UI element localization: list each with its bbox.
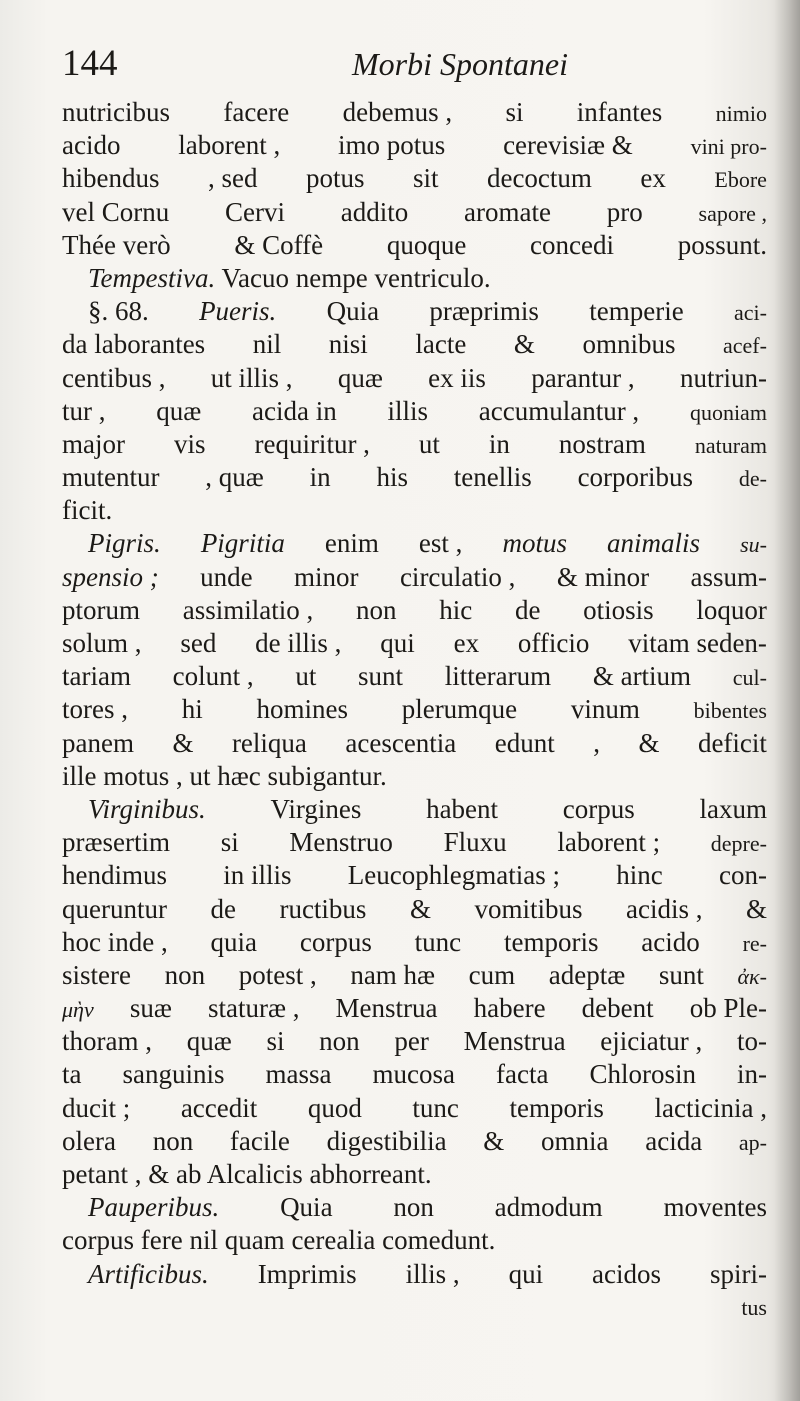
word: non: [164, 959, 206, 990]
word: con-: [719, 860, 767, 891]
italic-word: spensio ;: [62, 561, 159, 592]
text-line: [62, 1158, 767, 1191]
body-text: [62, 96, 767, 1324]
word: homines: [256, 694, 348, 725]
page-number: 144: [62, 43, 118, 84]
word: nil: [182, 1225, 218, 1256]
word: acida: [645, 1125, 703, 1156]
word: & artium: [592, 661, 692, 692]
italic-word: su-: [740, 532, 767, 558]
italic-word: motus: [502, 528, 567, 559]
italic-word: animalis: [607, 528, 701, 559]
word: laborent ;: [557, 827, 661, 858]
word: de: [210, 893, 236, 924]
word: motus ,: [96, 760, 183, 791]
text-line: [62, 1025, 767, 1058]
word: solum ,: [62, 628, 142, 658]
word: circulatio ,: [399, 561, 516, 592]
word: quoque: [386, 229, 467, 260]
word: ructibus: [279, 893, 367, 924]
italic-word: Pigritia: [200, 528, 285, 559]
word: requiritur ,: [254, 428, 370, 459]
word: debemus ,: [342, 97, 453, 127]
text-line: [62, 760, 767, 793]
word: in illis: [223, 860, 292, 891]
text-line: [62, 1125, 767, 1158]
word: aci-: [734, 300, 767, 326]
word: colunt ,: [172, 661, 254, 692]
text-line: [62, 494, 767, 527]
word: quia: [210, 926, 258, 957]
text-line: [62, 727, 767, 760]
word: reliqua: [231, 727, 307, 758]
word: imo potus: [338, 130, 446, 161]
word: assum-: [690, 561, 767, 592]
word: massa: [265, 1059, 332, 1090]
text-line: [62, 229, 767, 262]
word: laxum: [699, 793, 767, 824]
word: ta: [62, 1059, 82, 1090]
word: naturam: [694, 432, 767, 458]
word: in: [488, 428, 510, 459]
word: sit: [412, 163, 439, 194]
word: , sed: [207, 163, 258, 194]
italic-word: μὴν: [62, 997, 94, 1023]
word: minor: [294, 561, 359, 592]
text-line: [62, 660, 767, 693]
word: infantes: [576, 97, 663, 127]
word: nutricibus: [62, 97, 170, 127]
word: moventes: [663, 1192, 767, 1223]
word: fere: [133, 1225, 183, 1256]
word: queruntur: [62, 893, 167, 924]
word: hi: [181, 694, 203, 725]
word: &: [172, 727, 194, 758]
word: ob Ple-: [689, 993, 767, 1024]
word: comedunt.: [375, 1225, 496, 1256]
word: quod: [307, 1092, 362, 1123]
word: temporis: [503, 926, 599, 957]
page-header: [62, 40, 762, 90]
text-line: [62, 859, 767, 892]
word: corpus: [62, 1225, 134, 1256]
word: adeptæ: [548, 959, 626, 990]
word: Virgines: [270, 793, 362, 824]
text-line: [62, 428, 767, 461]
word: tunc: [412, 1092, 459, 1123]
word: ex: [640, 163, 666, 194]
word: sunt: [658, 959, 704, 990]
word: de: [514, 594, 541, 625]
text-line: [62, 1058, 767, 1091]
word: pro: [606, 196, 643, 227]
text-line: [62, 793, 767, 826]
word: sunt: [358, 661, 404, 692]
word: omnibus: [582, 329, 676, 360]
word: quæ: [337, 362, 383, 393]
word: nisi: [328, 329, 368, 360]
text-line: [62, 826, 767, 859]
word: vel Cornu: [62, 196, 170, 227]
word: si: [266, 1026, 285, 1057]
word: habere: [473, 993, 546, 1024]
italic-word: ἀκ-: [737, 963, 767, 989]
italic-word: Pigris.: [88, 528, 161, 559]
word: to-: [736, 1026, 767, 1057]
word: si: [505, 97, 524, 127]
word: habent: [426, 793, 499, 824]
word: hæc: [210, 760, 261, 791]
italic-word: Pueris.: [199, 296, 277, 327]
word: Chlorosin: [589, 1059, 696, 1090]
word: ut: [295, 661, 317, 692]
word: &: [513, 329, 535, 360]
word: cerevisiæ &: [503, 130, 633, 161]
word: sapore ,: [698, 200, 767, 226]
text-line: [62, 527, 767, 560]
italic-word: Artificibus.: [88, 1258, 209, 1289]
word: tur ,: [62, 395, 106, 426]
text-line: [62, 1191, 767, 1224]
word: tariam: [62, 661, 131, 692]
text-line: [62, 926, 767, 959]
word: centibus ,: [62, 362, 166, 393]
word: panem: [62, 727, 134, 758]
text-line: [62, 1258, 767, 1291]
word: ejiciatur ,: [600, 1026, 703, 1057]
word: quoniam: [689, 399, 767, 425]
word: cul-: [732, 665, 767, 691]
word: quæ: [186, 1026, 232, 1057]
word: non: [393, 1192, 434, 1223]
word: aromate: [464, 196, 551, 227]
text-line: [62, 893, 767, 926]
word: acescentia: [345, 727, 457, 758]
word: digestibilia: [326, 1125, 447, 1156]
word: Menstrua: [335, 993, 438, 1024]
word: abhorreant.: [302, 1159, 432, 1189]
word: Menstruo: [289, 827, 393, 858]
word: sanguinis: [122, 1059, 225, 1090]
text-line: [62, 594, 767, 627]
word: potest ,: [238, 959, 317, 990]
running-title: Morbi Spontanei: [352, 46, 568, 82]
word: otiosis: [583, 594, 654, 625]
word: possunt.: [677, 229, 767, 260]
word: in: [309, 462, 331, 493]
word: in-: [736, 1059, 767, 1090]
word: de illis ,: [255, 628, 342, 658]
word: ille: [62, 760, 97, 791]
word: enim: [324, 528, 379, 559]
word: tores ,: [62, 694, 128, 725]
word: Cervi: [225, 196, 286, 227]
word: hendimus: [62, 860, 167, 891]
word: , quæ: [205, 462, 264, 493]
word: petant ,: [62, 1159, 142, 1189]
word: temperie: [589, 296, 684, 327]
text-line: [62, 196, 767, 229]
word: corpus: [562, 793, 635, 824]
word: hic: [439, 594, 473, 625]
word: potus: [305, 163, 365, 194]
word: tus: [741, 1294, 767, 1320]
word: &: [141, 1159, 170, 1189]
word: &: [409, 893, 431, 924]
text-line: [62, 959, 767, 992]
word: vinum: [570, 694, 640, 725]
word: nil: [252, 329, 282, 360]
text-line: [62, 96, 767, 129]
word: Menstrua: [463, 1026, 566, 1057]
word: tenellis: [453, 462, 532, 493]
word: deficit: [697, 727, 767, 758]
word: acida in: [252, 395, 337, 426]
word: non: [319, 1026, 360, 1057]
text-line: [62, 295, 767, 328]
word: nutriun-: [679, 362, 767, 393]
word: edunt: [494, 727, 555, 758]
word: hibendus: [62, 163, 160, 194]
italic-word: Virginibus.: [88, 793, 206, 824]
word: sistere: [62, 959, 131, 990]
word: addito: [340, 196, 409, 227]
text-line: [62, 1224, 767, 1257]
text-line: [62, 162, 767, 195]
word: Ebore: [714, 167, 767, 193]
text-line: [62, 992, 767, 1025]
word: depre-: [710, 831, 767, 857]
word: præsertim: [62, 827, 170, 858]
text-line: [62, 129, 767, 162]
word: Vacuo nempe ventriculo.: [215, 262, 491, 293]
word: laborent ,: [178, 130, 281, 161]
word: est ,: [418, 528, 463, 559]
word: omnia: [541, 1125, 609, 1156]
word: facere: [223, 97, 290, 127]
text-line: [62, 395, 767, 428]
word: hoc inde ,: [62, 926, 168, 957]
word: quam: [217, 1225, 285, 1256]
text-line: [62, 262, 767, 295]
word: spiri-: [709, 1258, 767, 1289]
word: sed: [180, 628, 217, 658]
word: facta: [495, 1059, 549, 1090]
word: & minor: [556, 561, 650, 592]
word: Quia: [326, 296, 380, 327]
word: parantur ,: [531, 362, 635, 393]
word: officio: [517, 628, 590, 658]
word: si: [220, 827, 239, 858]
word: vitam seden-: [628, 628, 767, 658]
italic-word: Tempestiva.: [88, 262, 216, 293]
word: qui: [508, 1258, 544, 1289]
text-line: [62, 461, 767, 494]
word: major: [62, 428, 125, 459]
italic-word: Pauperibus.: [88, 1192, 220, 1223]
word: ab: [169, 1159, 202, 1189]
word: non: [152, 1125, 194, 1156]
word: qui: [380, 628, 415, 658]
word: corporibus: [577, 462, 694, 493]
word: mutentur: [62, 462, 160, 493]
word: thoram ,: [62, 1026, 152, 1057]
word: debent: [581, 993, 654, 1024]
word: ptorum: [62, 594, 140, 625]
word: re-: [742, 930, 767, 956]
word: loquor: [696, 594, 767, 625]
word: mucosa: [372, 1059, 455, 1090]
word: acido: [62, 130, 121, 161]
word: hinc: [616, 860, 663, 891]
word: Alcalicis: [201, 1159, 303, 1189]
word: concedi: [530, 229, 614, 260]
text-line: [62, 693, 767, 726]
word: Fluxu: [443, 827, 507, 858]
word: ex: [453, 628, 480, 658]
word: facile: [229, 1125, 290, 1156]
text-line: [62, 1092, 767, 1125]
text-line: [62, 362, 767, 395]
word: temporis: [509, 1092, 604, 1123]
word: assimilatio ,: [182, 594, 314, 625]
word: cerealia: [284, 1225, 376, 1256]
word: accumulantur ,: [478, 395, 640, 426]
text-line: [62, 1291, 767, 1324]
word: &: [745, 893, 767, 924]
word: nimio: [715, 101, 767, 126]
word: vini pro-: [690, 134, 767, 160]
word: ut: [182, 760, 211, 791]
word: &: [638, 727, 660, 758]
word: acidos: [592, 1258, 662, 1289]
word: vomitibus: [474, 893, 583, 924]
word: suæ: [129, 993, 172, 1024]
word: his: [376, 462, 408, 493]
word: ex iis: [428, 362, 486, 393]
word: ,: [593, 727, 600, 758]
word: ficit.: [62, 495, 113, 526]
word: olera: [62, 1125, 116, 1156]
word: bibentes: [693, 698, 767, 724]
word: &: [483, 1125, 505, 1156]
text-line: [62, 328, 767, 361]
word: Imprimis: [257, 1258, 357, 1289]
word: nam hæ: [350, 959, 436, 990]
word: illis: [387, 395, 428, 426]
word: acido: [641, 926, 700, 957]
word: vis: [173, 428, 206, 459]
word: præprimis: [429, 296, 539, 327]
word: & Coffè: [234, 229, 324, 260]
word: per: [394, 1026, 429, 1057]
word: tunc: [414, 926, 462, 957]
word: staturæ ,: [207, 993, 300, 1024]
word: Quia: [280, 1192, 333, 1223]
word: ap-: [738, 1129, 767, 1155]
text-line: [62, 627, 767, 660]
word: litterarum: [444, 661, 552, 692]
word: acef-: [723, 333, 767, 359]
page-gutter-shadow: [774, 0, 800, 1401]
word: Thée verò: [62, 229, 171, 260]
word: subigantur.: [260, 760, 387, 791]
word: lacte: [415, 329, 467, 360]
word: ut illis ,: [210, 362, 293, 393]
word: acidis ,: [625, 893, 703, 924]
word: accedit: [180, 1092, 258, 1123]
word: plerumque: [401, 694, 518, 725]
word: de-: [738, 466, 767, 492]
word: unde: [200, 561, 253, 592]
word: ut: [418, 428, 440, 459]
word: §. 68.: [88, 296, 149, 327]
word: lacticinia ,: [654, 1092, 767, 1123]
text-line: [62, 561, 767, 594]
word: corpus: [299, 926, 372, 957]
word: ducit ;: [62, 1092, 131, 1123]
word: decoctum: [486, 163, 592, 194]
word: admodum: [494, 1192, 603, 1223]
word: quæ: [156, 395, 202, 426]
word: illis ,: [405, 1258, 460, 1289]
word: non: [355, 594, 397, 625]
word: cum: [468, 959, 516, 990]
word: da laborantes: [62, 329, 206, 360]
word: Leucophlegmatias ;: [347, 860, 560, 891]
word: nostram: [558, 428, 646, 459]
